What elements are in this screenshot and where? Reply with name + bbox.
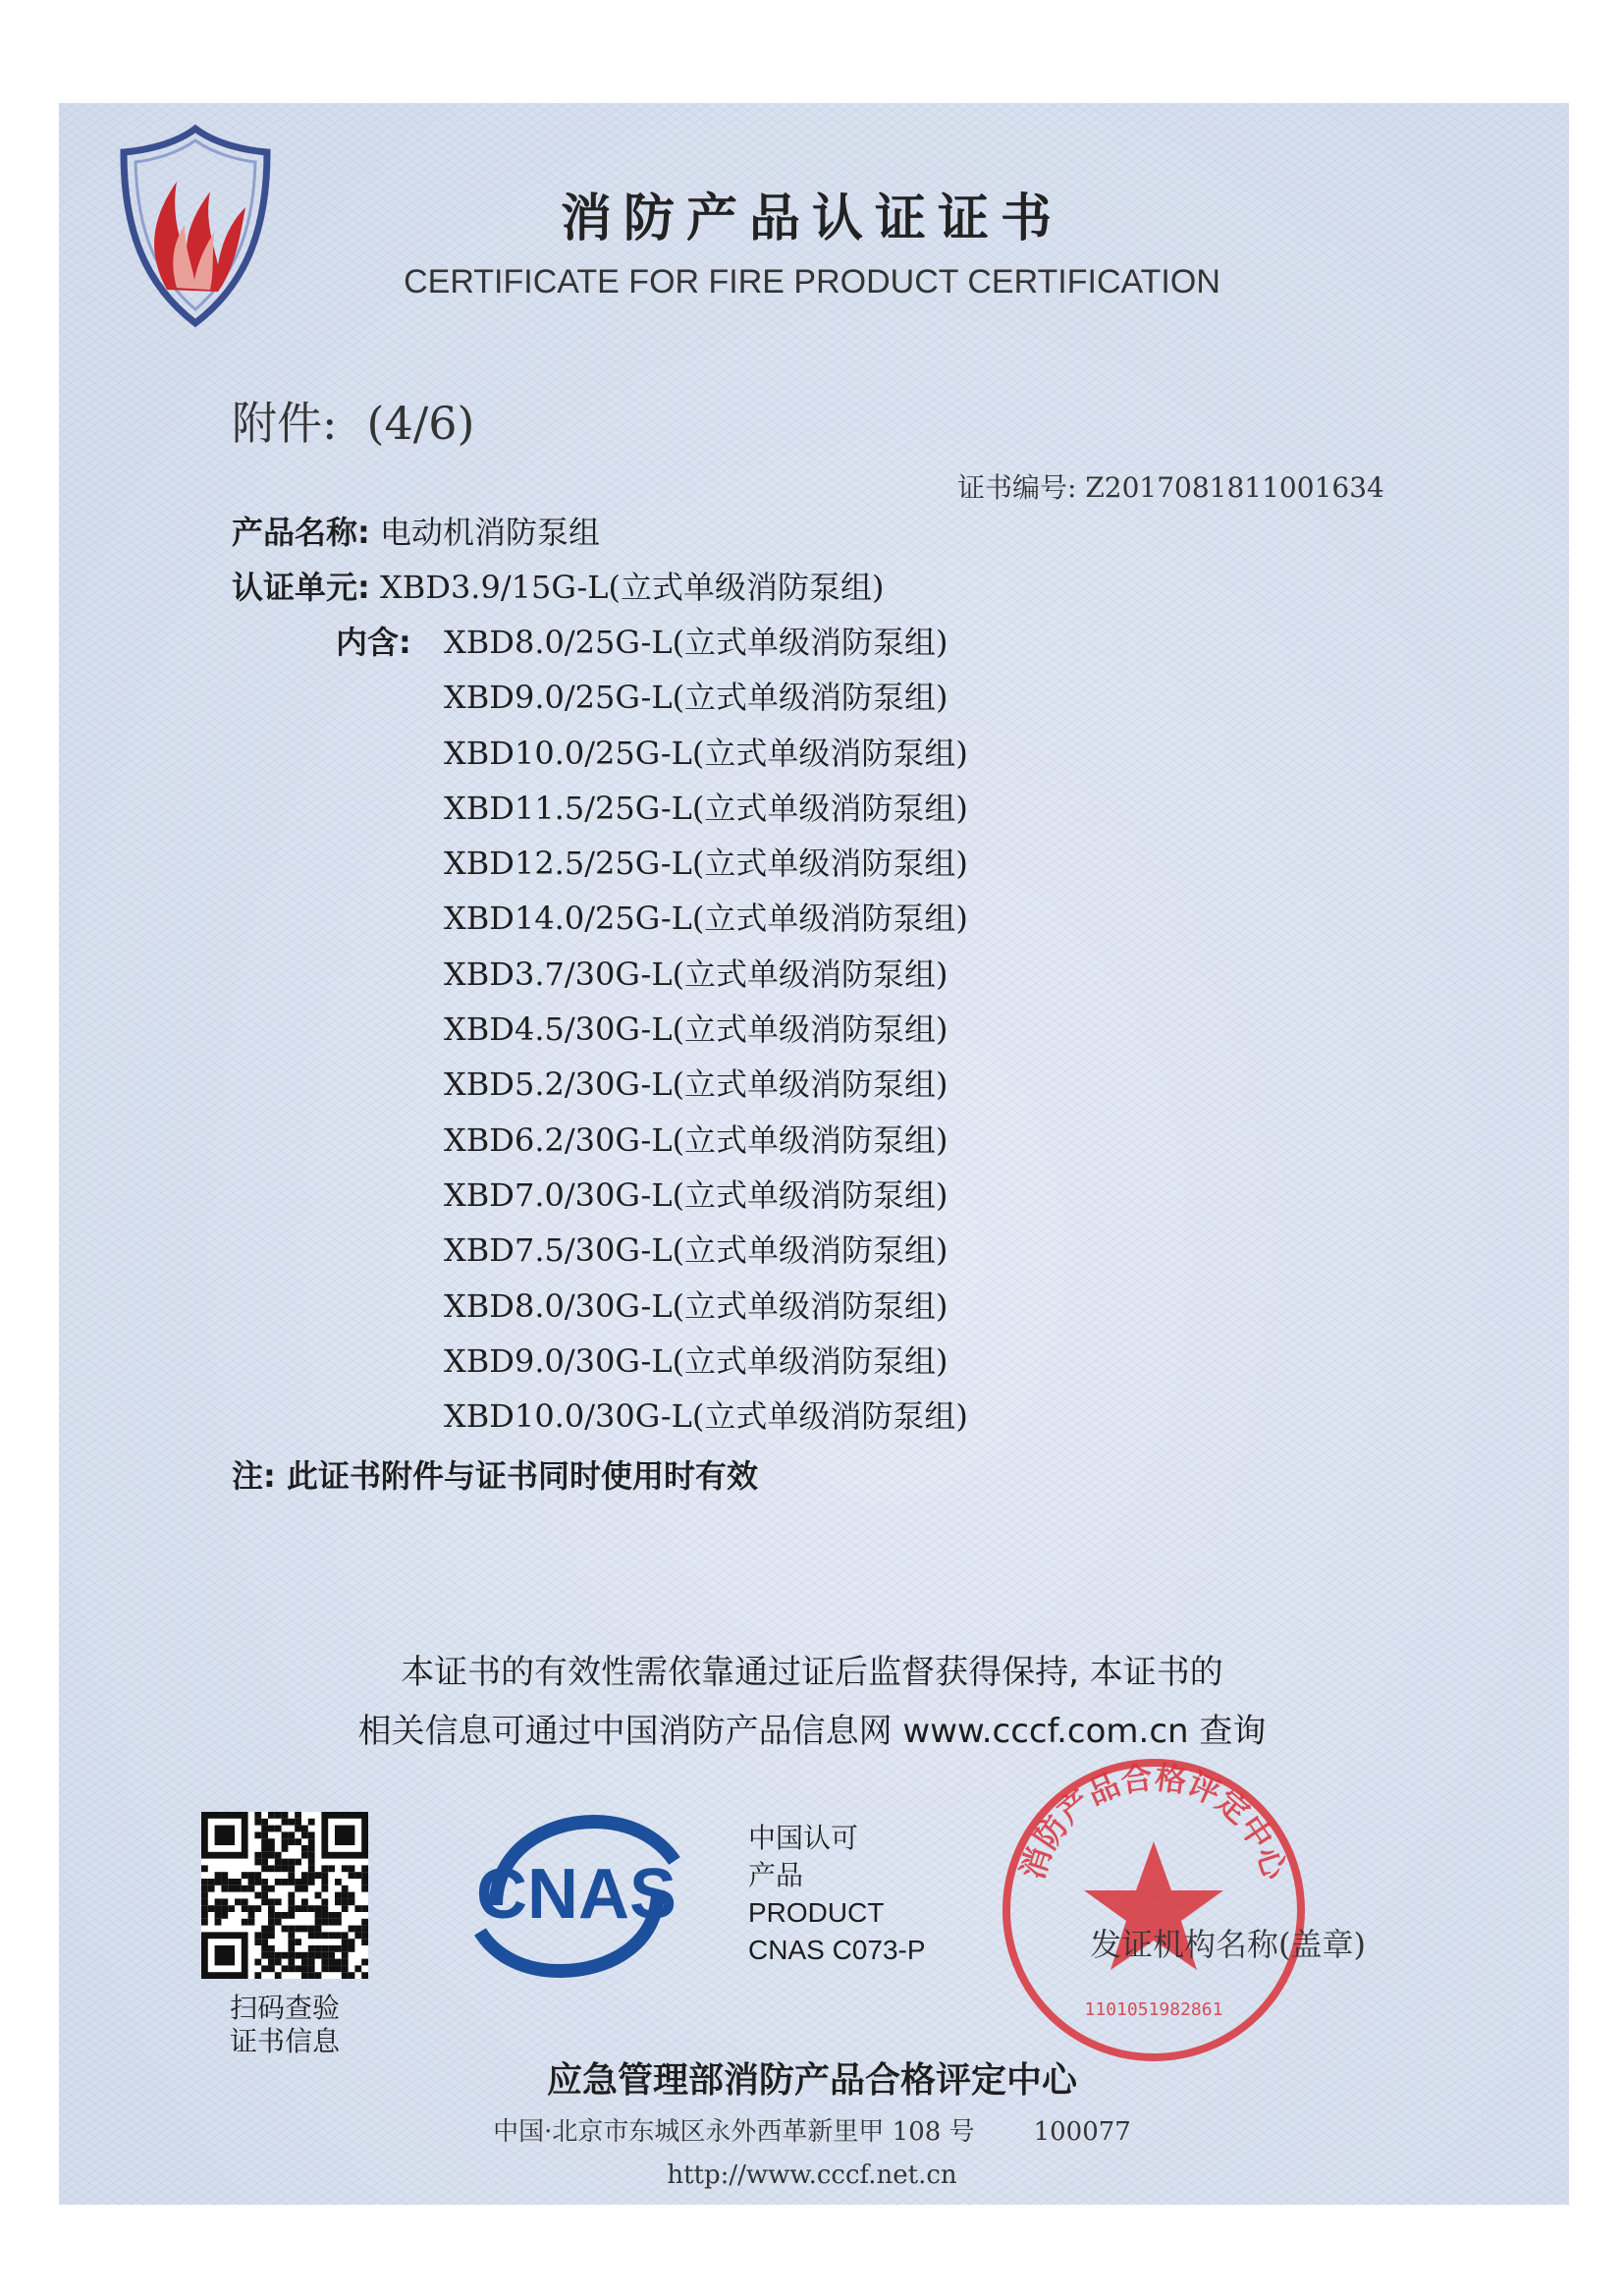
appendix-text: 附件: xyxy=(232,397,338,450)
cnas-logo xyxy=(457,1812,697,1979)
cnas-text-line-2: 产品 xyxy=(748,1860,804,1890)
model-item: XBD12.5/25G-L(立式单级消防泵组) xyxy=(444,845,968,883)
product-name-value: 电动机消防泵组 xyxy=(379,514,600,551)
model-item: XBD4.5/30G-L(立式单级消防泵组) xyxy=(444,1011,948,1049)
title-chinese: 消防产品认证证书 xyxy=(560,190,1063,248)
model-item: XBD6.2/30G-L(立式单级消防泵组) xyxy=(444,1121,948,1159)
model-item: XBD9.0/30G-L(立式单级消防泵组) xyxy=(444,1341,948,1380)
cnas-logo-text: CNAS xyxy=(475,1855,677,1934)
appendix-label xyxy=(232,388,474,453)
model-item: XBD3.7/30G-L(立式单级消防泵组) xyxy=(444,955,948,993)
issuer-label: 发证机构名称(盖章) xyxy=(1090,1926,1366,1963)
cnas-text-line-4: CNAS C073-P xyxy=(748,1935,926,1965)
official-seal-stamp xyxy=(992,1748,1316,2072)
model-item: XBD10.0/25G-L(立式单级消防泵组) xyxy=(444,734,968,772)
model-item: XBD10.0/30G-L(立式单级消防泵组) xyxy=(444,1397,968,1436)
cert-unit-row xyxy=(232,568,885,607)
seal-number: 1101051982861 xyxy=(1084,1999,1223,2020)
cert-unit-label: 认证单元: xyxy=(232,569,370,606)
issuing-center-name: 应急管理部消防产品合格评定中心 xyxy=(546,2060,1077,2101)
model-item: XBD14.0/25G-L(立式单级消防泵组) xyxy=(444,900,968,938)
seal-text: 消防产品合格评定中心 xyxy=(1013,1758,1294,1885)
cnas-text-line-1: 中国认可 xyxy=(748,1823,859,1853)
model-item: XBD5.2/30G-L(立式单级消防泵组) xyxy=(444,1066,948,1104)
certificate-number: 证书编号: Z2017081811001634 xyxy=(957,471,1384,504)
cnas-text-line-3: PRODUCT xyxy=(748,1897,885,1928)
contains-label: 内含: xyxy=(336,624,411,661)
title-english: CERTIFICATE FOR FIRE PRODUCT CERTIFICATION xyxy=(404,263,1220,301)
zip-code: 100077 xyxy=(1033,2117,1131,2147)
qr-caption-line-1: 扫码查验 xyxy=(229,1992,340,2024)
validity-line-2: 相关信息可通过中国消防产品信息网 www.cccf.com.cn 查询 xyxy=(357,1712,1267,1751)
model-item: XBD9.0/25G-L(立式单级消防泵组) xyxy=(444,679,948,717)
model-list xyxy=(444,623,1131,1451)
product-name-label: 产品名称: xyxy=(232,514,370,551)
qr-caption-line-2: 证书信息 xyxy=(229,2025,340,2057)
product-name-row xyxy=(232,513,600,552)
address-line xyxy=(0,2111,1624,2148)
validity-note: 注: 此证书附件与证书同时使用时有效 xyxy=(232,1457,758,1495)
model-item: XBD11.5/25G-L(立式单级消防泵组) xyxy=(444,789,968,827)
qr-code[interactable] xyxy=(201,1812,368,1979)
appendix-page: (4/6) xyxy=(366,397,475,450)
validity-line-1: 本证书的有效性需依靠通过证后监督获得保持, 本证书的 xyxy=(401,1653,1223,1692)
website-link[interactable]: http://www.cccf.net.cn xyxy=(667,2160,957,2190)
model-item: XBD8.0/25G-L(立式单级消防泵组) xyxy=(444,624,948,661)
model-item: XBD7.0/30G-L(立式单级消防泵组) xyxy=(444,1175,948,1214)
model-item: XBD8.0/30G-L(立式单级消防泵组) xyxy=(444,1286,948,1325)
address-text: 中国·北京市东城区永外西革新里甲 108 号 xyxy=(493,2117,975,2147)
cert-unit-value: XBD3.9/15G-L(立式单级消防泵组) xyxy=(379,569,885,606)
model-item: XBD7.5/30G-L(立式单级消防泵组) xyxy=(444,1231,948,1270)
